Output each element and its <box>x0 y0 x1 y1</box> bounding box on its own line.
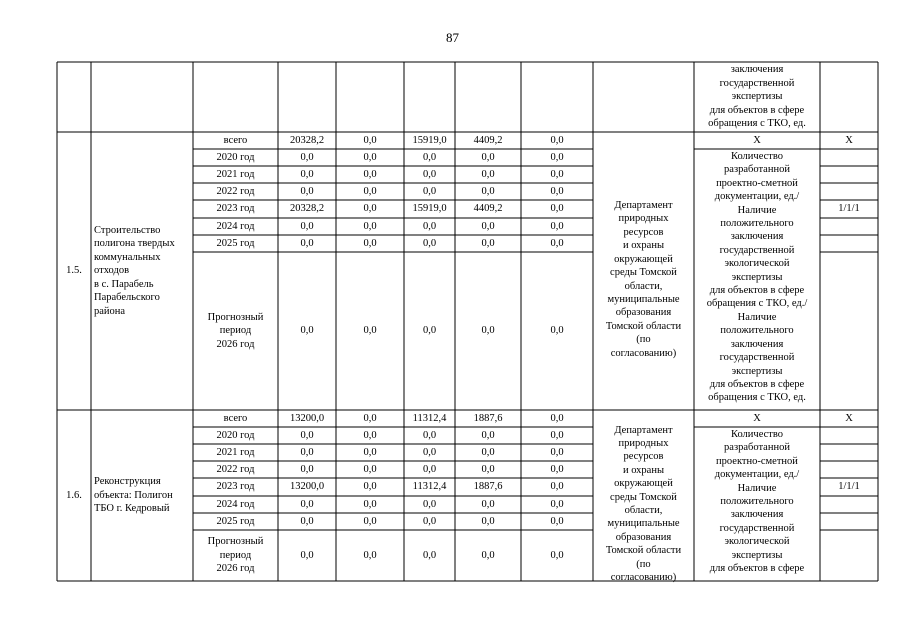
amount-cell: 0,0 <box>550 134 564 146</box>
amount-cell: 4409,2 <box>473 203 503 215</box>
amount-cell: 0,0 <box>481 151 495 163</box>
amount-cell: 0,0 <box>300 498 314 510</box>
year-label: 2023 год <box>216 481 255 493</box>
item-name: Строительство полигона твердых коммунальных отходов в с. Парабель Парабельского района <box>94 225 175 317</box>
amount-cell: 0,0 <box>300 168 314 180</box>
year-label: 2024 год <box>216 498 255 510</box>
amount-cell: 0,0 <box>550 463 564 475</box>
amount-cell: 0,0 <box>550 481 564 493</box>
amount-cell: 0,0 <box>481 429 495 441</box>
amount-cell: 0,0 <box>363 463 377 475</box>
amount-cell: 0,0 <box>550 237 564 249</box>
year-label: 2022 год <box>216 185 255 197</box>
amount-cell: 0,0 <box>550 429 564 441</box>
year-label: 2020 год <box>216 429 255 441</box>
amount-cell: 0,0 <box>481 220 495 232</box>
amount-cell: 0,0 <box>481 446 495 458</box>
amount-cell: 0,0 <box>363 220 377 232</box>
amount-cell: 0,0 <box>300 325 314 337</box>
amount-cell: 1887,6 <box>473 412 503 424</box>
amount-cell: 0,0 <box>300 549 314 561</box>
item-number: 1.5. <box>66 265 82 277</box>
amount-cell: 0,0 <box>300 515 314 527</box>
amount-cell: 0,0 <box>550 498 564 510</box>
amount-cell: 1887,6 <box>473 481 503 493</box>
amount-cell: 0,0 <box>481 237 495 249</box>
year-label: 2021 год <box>216 168 255 180</box>
indicator-x-mark: X <box>753 412 761 424</box>
amount-cell: 11312,4 <box>412 412 447 424</box>
amount-cell: 0,0 <box>422 498 437 510</box>
year-label: 2023 год <box>216 203 255 215</box>
amount-cell: 0,0 <box>481 185 495 197</box>
amount-cell: 0,0 <box>422 220 437 232</box>
amount-cell: 0,0 <box>300 429 314 441</box>
executor-text: Департамент природных ресурсов и охраны окружающей среды Томской области, муниципальные образования Томской области (по согласованию) <box>605 200 682 359</box>
amount-cell: 0,0 <box>363 134 377 146</box>
indicator-text: Количество разработанной проектно-сметной документации, ед./ Наличие положительного заключения государственной экологической экспертизы для объектов в сфере <box>709 429 805 575</box>
amount-cell: 0,0 <box>422 237 437 249</box>
year-label: 2025 год <box>216 515 255 527</box>
amount-cell: 0,0 <box>481 498 495 510</box>
amount-cell: 0,0 <box>363 151 377 163</box>
year-label: Прогнозный период 2026 год <box>207 311 264 350</box>
amount-cell: 0,0 <box>300 151 314 163</box>
amount-cell: 0,0 <box>550 549 564 561</box>
value-x-mark: X <box>845 412 853 424</box>
year-label: 2024 год <box>216 220 255 232</box>
amount-cell: 0,0 <box>550 446 564 458</box>
executor-text: Департамент природных ресурсов и охраны окружающей среды Томской области, муниципальные образования Томской области (по согласованию) <box>605 424 682 584</box>
amount-cell: 0,0 <box>422 463 437 475</box>
page-number: 87 <box>446 30 459 45</box>
amount-cell: 0,0 <box>481 168 495 180</box>
amount-cell: 20328,2 <box>289 203 325 215</box>
amount-cell: 0,0 <box>550 151 564 163</box>
year-label: 2021 год <box>216 446 255 458</box>
amount-cell: 0,0 <box>300 185 314 197</box>
continuation-indicator-text: заключения государственной экспертизы для объектов в сфере обращения с ТКО, ед. <box>708 64 806 130</box>
amount-cell: 15919,0 <box>412 203 447 215</box>
item-number: 1.6. <box>66 489 82 501</box>
amount-cell: 0,0 <box>363 203 377 215</box>
amount-cell: 0,0 <box>363 325 377 337</box>
amount-cell: 4409,2 <box>473 134 503 146</box>
year-label: всего <box>223 412 248 424</box>
amount-cell: 15919,0 <box>412 134 447 146</box>
amount-cell: 0,0 <box>422 515 437 527</box>
amount-cell: 0,0 <box>481 325 495 337</box>
year-label: 2025 год <box>216 237 255 249</box>
amount-cell: 0,0 <box>422 185 437 197</box>
amount-cell: 0,0 <box>363 237 377 249</box>
indicator-value-2023: 1/1/1 <box>838 481 860 493</box>
amount-cell: 0,0 <box>550 515 564 527</box>
amount-cell: 13200,0 <box>289 412 325 424</box>
amount-cell: 0,0 <box>550 203 564 215</box>
year-label: 2022 год <box>216 463 255 475</box>
amount-cell: 0,0 <box>363 429 377 441</box>
item-name: Реконструкция объекта: Полигон ТБО г. Кедровый <box>94 476 173 515</box>
indicator-value-2023: 1/1/1 <box>838 203 860 215</box>
amount-cell: 0,0 <box>550 325 564 337</box>
amount-cell: 0,0 <box>422 151 437 163</box>
amount-cell: 0,0 <box>550 168 564 180</box>
amount-cell: 0,0 <box>422 446 437 458</box>
indicator-x-mark: X <box>753 134 761 146</box>
amount-cell: 0,0 <box>481 515 495 527</box>
amount-cell: 0,0 <box>481 463 495 475</box>
amount-cell: 20328,2 <box>289 134 325 146</box>
amount-cell: 0,0 <box>363 185 377 197</box>
amount-cell: 0,0 <box>422 549 437 561</box>
amount-cell: 0,0 <box>300 237 314 249</box>
amount-cell: 0,0 <box>550 220 564 232</box>
amount-cell: 0,0 <box>363 481 377 493</box>
amount-cell: 13200,0 <box>289 481 325 493</box>
year-label: всего <box>223 134 248 146</box>
indicator-text: Количество разработанной проектно-сметной документации, ед./ Наличие положительного заключения государственной экологической экспертизы для объектов в сфере обращения с ТКО, ед./ Наличие положительного заключения государственной экспертизы для объектов в сфере обращения с ТКО, ед. <box>706 151 808 404</box>
amount-cell: 0,0 <box>363 446 377 458</box>
amount-cell: 0,0 <box>363 549 377 561</box>
amount-cell: 0,0 <box>422 429 437 441</box>
amount-cell: 0,0 <box>363 515 377 527</box>
amount-cell: 0,0 <box>300 463 314 475</box>
year-label: Прогнозный период 2026 год <box>207 536 264 575</box>
amount-cell: 0,0 <box>300 446 314 458</box>
amount-cell: 0,0 <box>422 168 437 180</box>
amount-cell: 0,0 <box>481 549 495 561</box>
amount-cell: 0,0 <box>363 498 377 510</box>
amount-cell: 0,0 <box>363 168 377 180</box>
amount-cell: 0,0 <box>363 412 377 424</box>
amount-cell: 11312,4 <box>412 481 447 493</box>
amount-cell: 0,0 <box>550 185 564 197</box>
amount-cell: 0,0 <box>550 412 564 424</box>
amount-cell: 0,0 <box>422 325 437 337</box>
year-label: 2020 год <box>216 151 255 163</box>
amount-cell: 0,0 <box>300 220 314 232</box>
value-x-mark: X <box>845 134 853 146</box>
